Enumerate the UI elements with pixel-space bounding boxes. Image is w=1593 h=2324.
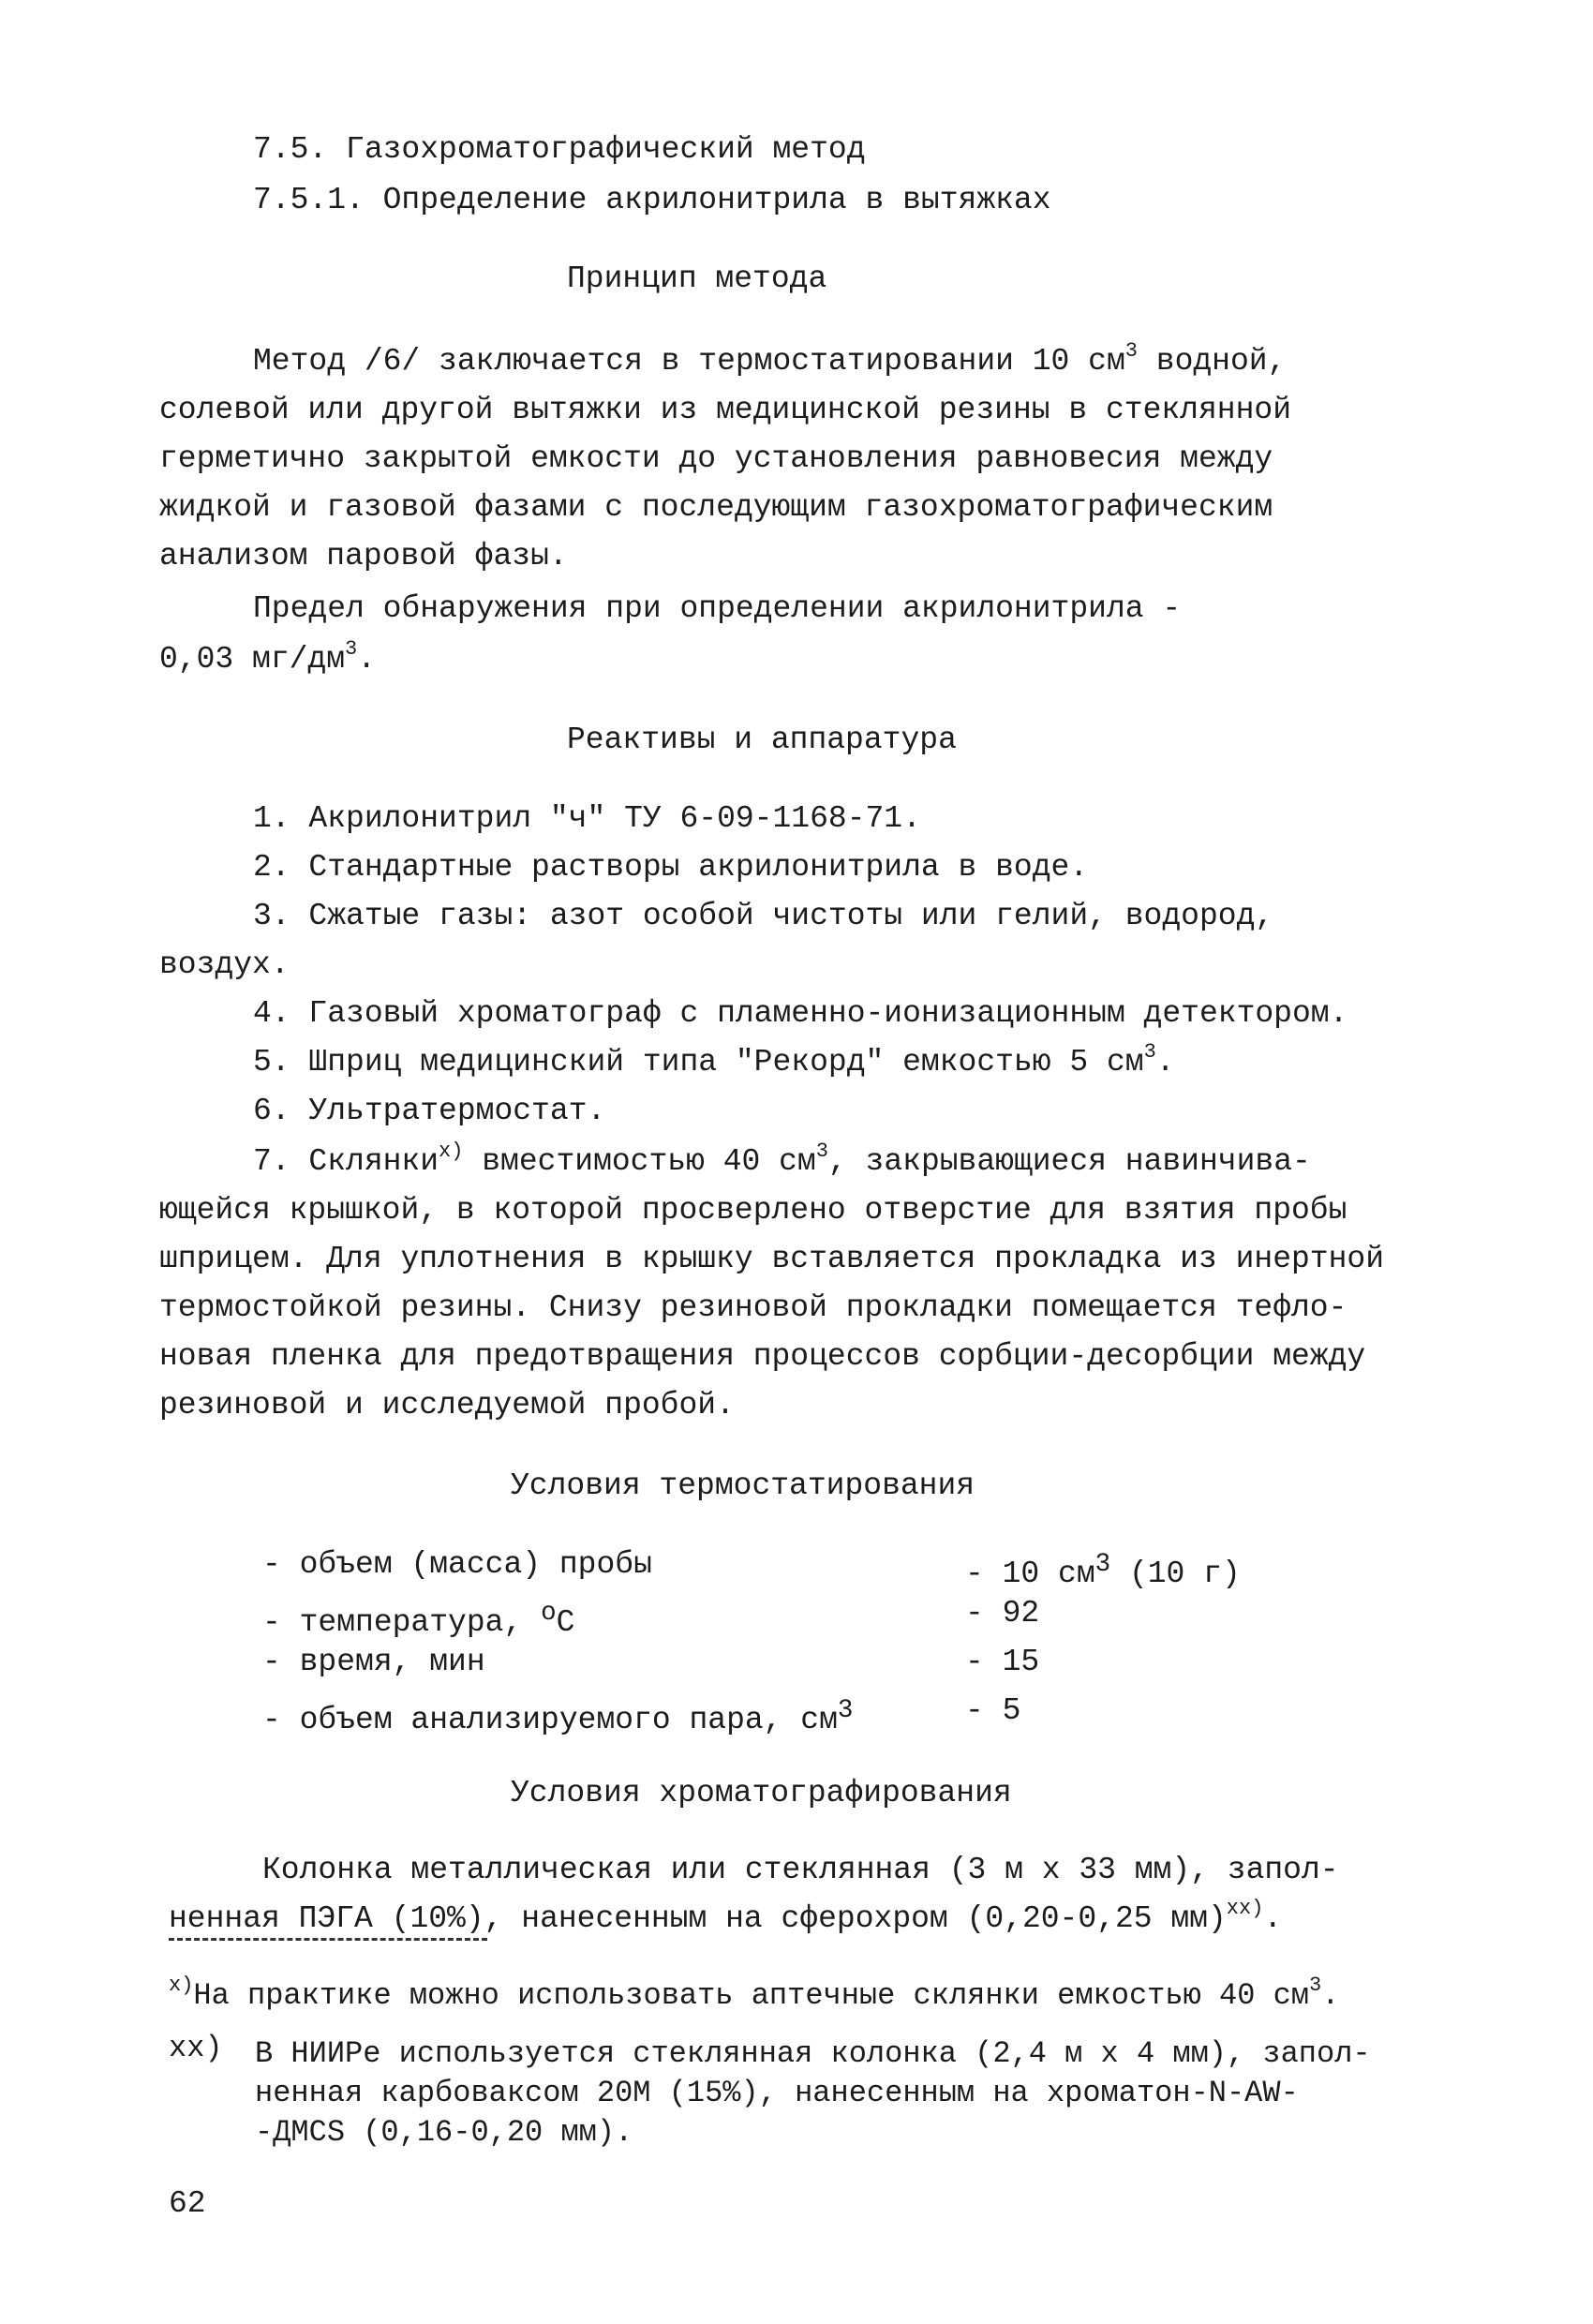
reagent-item-7-line-4: термостойкой резины. Снизу резиновой прокладки помещается тефло-: [159, 1290, 1347, 1325]
reagent-item-7-line-5: новая пленка для предотвращения процессов сорбции-десорбции между: [159, 1339, 1366, 1374]
footnote-2-line-2: ненная карбоваксом 20М (15%), нанесенным на хроматон-N-AW-: [255, 2076, 1299, 2110]
detection-limit-line-1: Предел обнаружения при определении акрилонитрила -: [253, 591, 1182, 626]
footnote-2-line-3: -ДМСS (0,16-0,20 мм).: [255, 2115, 633, 2150]
section-title-principle: Принцип метода: [567, 261, 827, 296]
thermo-value-volume: - 10 $см^3$ (10 г): [965, 1550, 1241, 1591]
thermo-param-temperature: - температура, $^о$С: [262, 1599, 575, 1640]
section-title-thermostatting: Условия термостатирования: [511, 1468, 975, 1503]
reagent-item-7-line-3: шприцем. Для уплотнения в крышку вставляется прокладка из инертной: [159, 1242, 1385, 1276]
detection-limit-line-2: 0,03 $мг/дм^3$.: [159, 637, 377, 677]
thermo-param-vapor-volume: - объем анализируемого пара, $см^3$: [262, 1696, 854, 1737]
footnote-separator: [169, 1938, 487, 1941]
footnote-2-line-1: В НИИРе используется стеклянная колонка (2,4 м x 4 мм), запол-: [255, 2036, 1371, 2071]
chromatography-line-2: ненная ПЭГА (10%), нанесенным на сферохром (0,20-0,25 мм)$^{xx)}$.: [169, 1897, 1283, 1936]
principle-line-4: жидкой и газовой фазами с последующим газохроматографическим: [159, 490, 1273, 525]
reagent-item-3: 3. Сжатые газы: азот особой чистоты или гелий, водород,: [253, 899, 1274, 933]
heading-7-5-1: 7.5.1. Определение акрилонитрила в вытяжках: [253, 183, 1051, 217]
reagent-item-4: 4. Газовый хроматограф с пламенно-ионизационным детектором.: [253, 996, 1348, 1031]
principle-line-2: солевой или другой вытяжки из медицинской резины в стеклянной: [159, 393, 1291, 427]
thermo-param-time: - время, мин: [262, 1645, 485, 1679]
section-title-reagents: Реактивы и аппаратура: [567, 723, 957, 757]
heading-7-5: 7.5. Газохроматографический метод: [253, 132, 866, 167]
reagent-item-2: 2. Стандартные растворы акрилонитрила в воде.: [253, 850, 1089, 885]
reagent-item-5: 5. Шприц медицинский типа "Рекорд" емкостью 5 $см^3$.: [253, 1040, 1175, 1080]
footnote-1: $^{x)}$На практике можно использовать аптечные склянки емкостью 40 $см^3$.: [169, 1974, 1340, 2013]
thermo-value-vapor-volume: - 5: [965, 1693, 1021, 1728]
reagent-item-7-line-6: резиновой и исследуемой пробой.: [159, 1388, 735, 1423]
reagent-item-6: 6. Ультратермостат.: [253, 1094, 606, 1128]
reagent-item-7-line-2: ющейся крышкой, в которой просверлено отверстие для взятия пробы: [159, 1193, 1347, 1228]
thermo-param-volume: - объем (масса) пробы: [262, 1547, 652, 1582]
principle-line-5: анализом паровой фазы.: [159, 539, 568, 574]
principle-line-3: герметично закрытой емкости до установления равновесия между: [159, 441, 1273, 476]
page-number: 62: [169, 2186, 206, 2221]
reagent-item-1: 1. Акрилонитрил "ч" ТУ 6-09-1168-71.: [253, 801, 921, 836]
footnote-2-mark: xx): [169, 2031, 223, 2065]
chromatography-line-1: Колонка металлическая или стеклянная (3 м x 33 мм), запол-: [262, 1853, 1339, 1887]
reagent-item-3-cont: воздух.: [159, 947, 290, 982]
section-title-chromatography: Условия хроматографирования: [511, 1776, 1012, 1810]
principle-line-1: Метод /6/ заключается в термостатировании 10 $см^3$ водной,: [253, 339, 1287, 379]
thermo-value-time: - 15: [965, 1645, 1040, 1679]
thermo-value-temperature: - 92: [965, 1596, 1040, 1631]
reagent-item-7: 7. Склянки$^{x)}$ вместимостью 40 $см^3$, закрывающиеся навинчива-: [253, 1140, 1311, 1179]
